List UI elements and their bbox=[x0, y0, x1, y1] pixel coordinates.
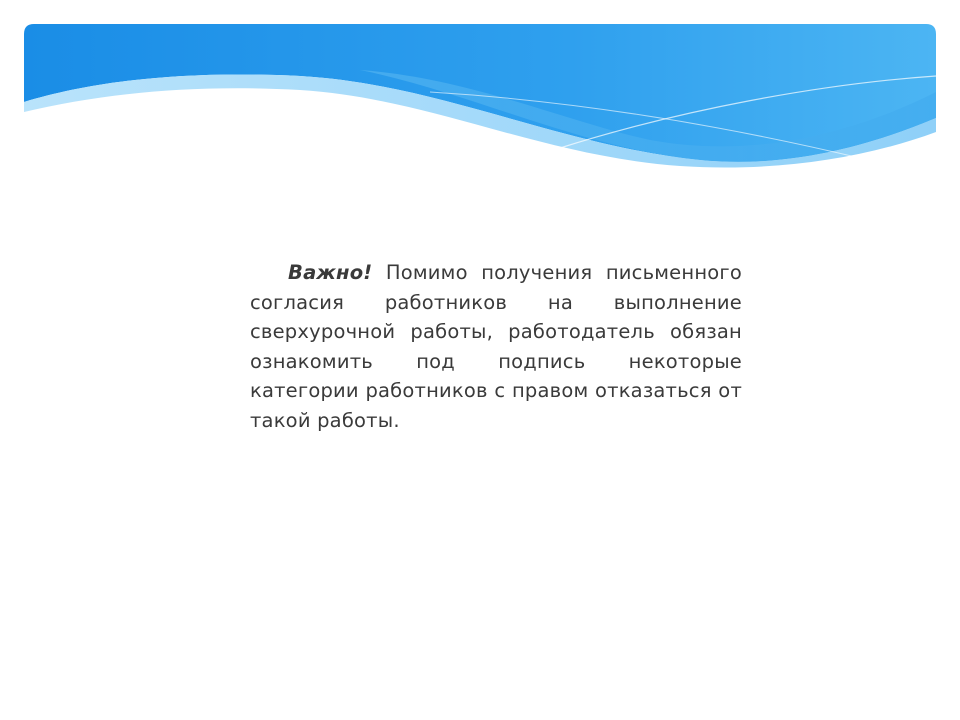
note-paragraph bbox=[250, 258, 742, 436]
note-lead: Важно! bbox=[288, 261, 373, 284]
note-text: Помимо получения письменного согласия работников на выполнение сверхурочной работы, работодатель обязан ознакомить под подпись некоторые категории работников с правом отказаться от такой работы. bbox=[250, 261, 742, 432]
wave-banner-decoration bbox=[0, 0, 960, 200]
